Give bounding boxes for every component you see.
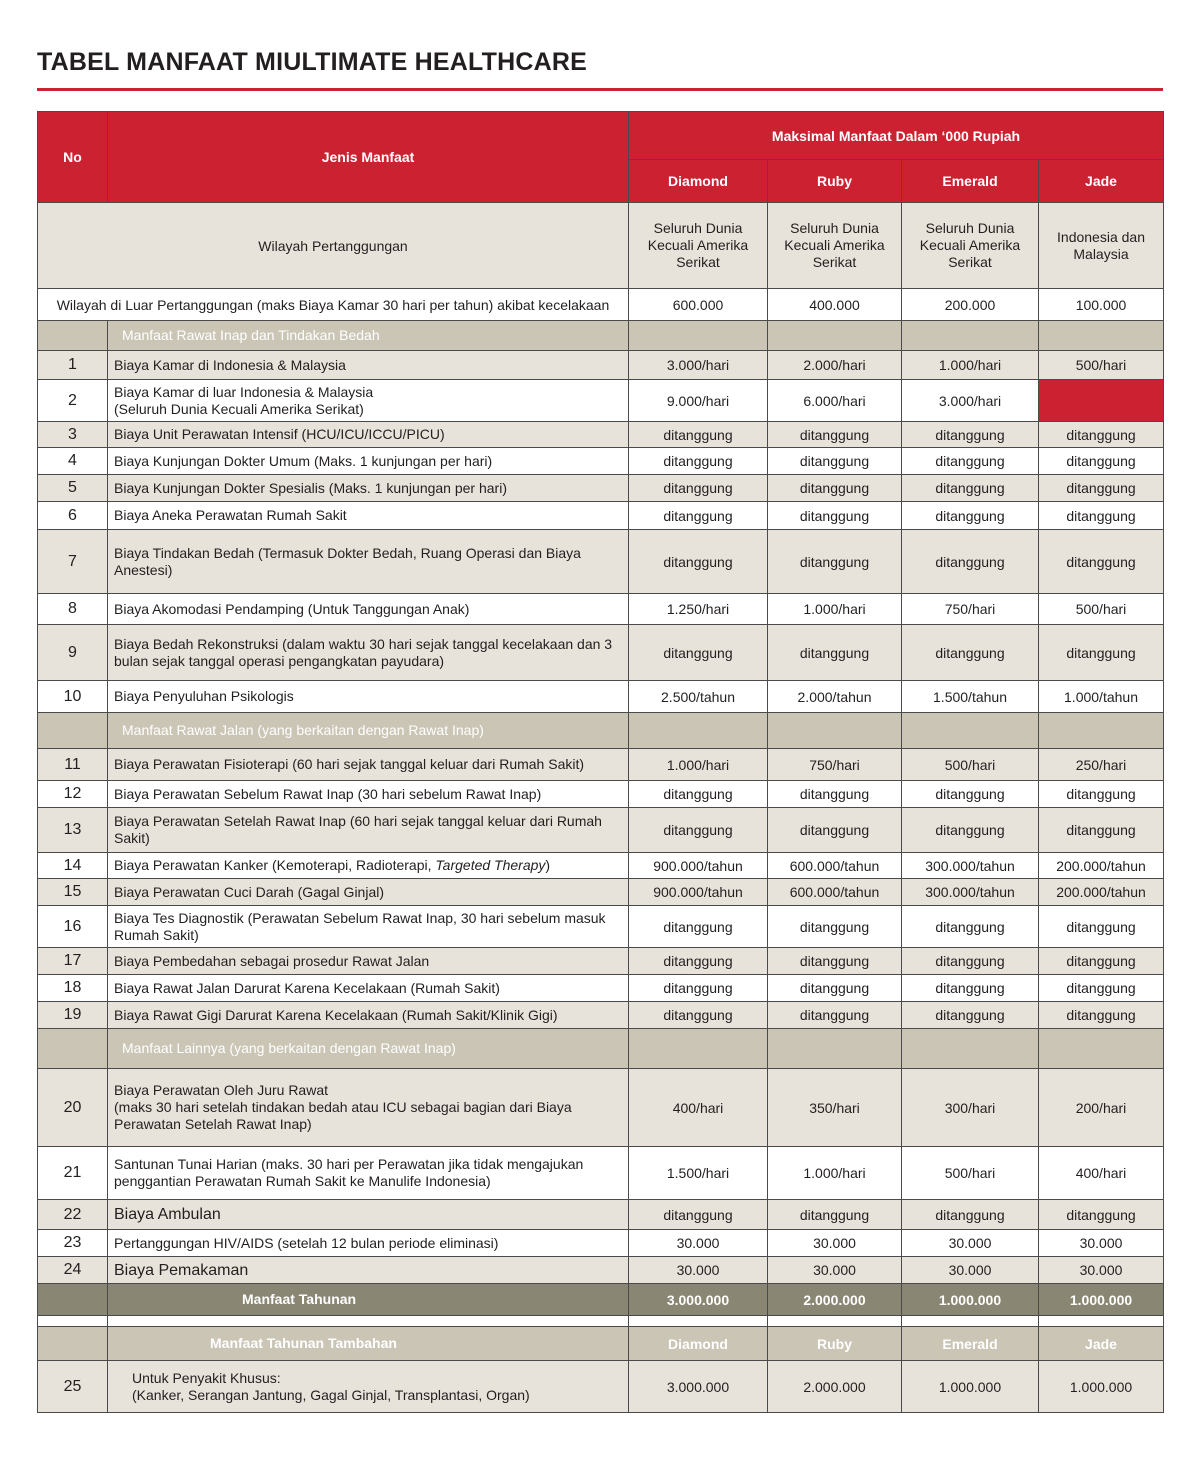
- row-number: 2: [38, 380, 108, 422]
- row-number: 8: [38, 594, 108, 625]
- section-empty-cell: [902, 1029, 1039, 1069]
- section-title: Manfaat Rawat Jalan (yang berkaitan dengan Rawat Inap): [108, 713, 629, 749]
- row-number: 4: [38, 448, 108, 475]
- row-number: 9: [38, 625, 108, 681]
- value-ruby: ditanggung: [768, 1200, 902, 1230]
- luar-ruby: 400.000: [768, 289, 902, 321]
- luar-label: Wilayah di Luar Pertanggungan (maks Biaya Kamar 30 hari per tahun) akibat kecelakaan: [38, 289, 629, 321]
- value-emerald: 300.000/tahun: [902, 879, 1039, 906]
- row-number: 13: [38, 808, 108, 853]
- value-jade: [1039, 380, 1164, 422]
- section-empty-cell: [768, 321, 902, 351]
- header-plan-diamond: Diamond: [629, 160, 768, 203]
- header-plan-jade: Jade: [1039, 160, 1164, 203]
- value-diamond: 900.000/tahun: [629, 879, 768, 906]
- section-empty-cell: [768, 1029, 902, 1069]
- row-description-text: Biaya Perawatan Kanker (Kemoterapi, Radioterapi,: [114, 857, 436, 873]
- spacer-cell: [1039, 1316, 1164, 1327]
- table-row: [38, 975, 1164, 1002]
- value-jade: ditanggung: [1039, 422, 1164, 448]
- benefit-table: [37, 111, 1164, 1413]
- value-emerald: ditanggung: [902, 808, 1039, 853]
- value-ruby: ditanggung: [768, 625, 902, 681]
- header-plan-emerald: Emerald: [902, 160, 1039, 203]
- wilayah-label: Wilayah Pertanggungan: [38, 203, 629, 289]
- value-ruby: ditanggung: [768, 948, 902, 975]
- value-jade: 500/hari: [1039, 351, 1164, 380]
- row-number: 3: [38, 422, 108, 448]
- section-empty-cell: [629, 1029, 768, 1069]
- section-no-cell: [38, 713, 108, 749]
- row-number: 22: [38, 1200, 108, 1230]
- header-plan-ruby: Ruby: [768, 160, 902, 203]
- value-emerald: ditanggung: [902, 625, 1039, 681]
- value-ruby: 2.000/tahun: [768, 681, 902, 713]
- row-number: 19: [38, 1002, 108, 1029]
- luar-emerald: 200.000: [902, 289, 1039, 321]
- section-row: [38, 1029, 1164, 1069]
- value-jade: ditanggung: [1039, 530, 1164, 594]
- row-description: Untuk Penyakit Khusus: (Kanker, Serangan Jantung, Gagal Ginjal, Transplantasi, Organ): [108, 1361, 629, 1413]
- page-title: TABEL MANFAAT MIULTIMATE HEALTHCARE: [37, 48, 587, 76]
- annual-no-cell: [38, 1284, 108, 1316]
- row-description-italic: Targeted Therapy: [435, 857, 546, 873]
- section-empty-cell: [1039, 1029, 1164, 1069]
- value-diamond: 1.000/hari: [629, 749, 768, 781]
- value-ruby: 1.000/hari: [768, 594, 902, 625]
- value-diamond: ditanggung: [629, 948, 768, 975]
- value-ruby: ditanggung: [768, 475, 902, 502]
- table-row: [38, 749, 1164, 781]
- additional-annual-label: Manfaat Tahunan Tambahan: [108, 1327, 629, 1361]
- value-ruby: 1.000/hari: [768, 1147, 902, 1200]
- row-number: 5: [38, 475, 108, 502]
- value-ruby: ditanggung: [768, 808, 902, 853]
- value-ruby: 600.000/tahun: [768, 879, 902, 906]
- value-emerald: 30.000: [902, 1230, 1039, 1257]
- spacer-cell: [768, 1316, 902, 1327]
- table-row: [38, 1361, 1164, 1413]
- value-jade: 200/hari: [1039, 1069, 1164, 1147]
- row-number: 10: [38, 681, 108, 713]
- annual-benefit-row: [38, 1284, 1164, 1316]
- value-jade: 200.000/tahun: [1039, 853, 1164, 879]
- table-row: [38, 948, 1164, 975]
- section-empty-cell: [768, 713, 902, 749]
- table-row: [38, 380, 1164, 422]
- table-row: [38, 1200, 1164, 1230]
- value-emerald: ditanggung: [902, 502, 1039, 530]
- annual-ruby: 2.000.000: [768, 1284, 902, 1316]
- row-description: Biaya Rawat Jalan Darurat Karena Kecelakaan (Rumah Sakit): [108, 975, 629, 1002]
- spacer-cell: [108, 1316, 629, 1327]
- annual-benefit-label: Manfaat Tahunan: [108, 1284, 629, 1316]
- row-description: Biaya Pemakaman: [108, 1257, 629, 1284]
- value-ruby: 2.000/hari: [768, 351, 902, 380]
- value-jade: 30.000: [1039, 1257, 1164, 1284]
- value-diamond: 1.500/hari: [629, 1147, 768, 1200]
- row-description: Biaya Kamar di Indonesia & Malaysia: [108, 351, 629, 380]
- row-description: Santunan Tunai Harian (maks. 30 hari per Perawatan jika tidak mengajukan penggantian Perawatan Rumah Sakit ke Manulife Indonesia): [108, 1147, 629, 1200]
- additional-plan-emerald: Emerald: [902, 1327, 1039, 1361]
- row-description: Biaya Penyuluhan Psikologis: [108, 681, 629, 713]
- row-number: 12: [38, 781, 108, 808]
- header-no: No: [38, 112, 108, 203]
- value-diamond: ditanggung: [629, 502, 768, 530]
- spacer-row: [38, 1316, 1164, 1327]
- value-diamond: ditanggung: [629, 975, 768, 1002]
- value-diamond: 900.000/tahun: [629, 853, 768, 879]
- row-description: Biaya Perawatan Setelah Rawat Inap (60 hari sejak tanggal keluar dari Rumah Sakit): [108, 808, 629, 853]
- section-row: [38, 713, 1164, 749]
- value-emerald: 750/hari: [902, 594, 1039, 625]
- value-ruby: 350/hari: [768, 1069, 902, 1147]
- row-number: 15: [38, 879, 108, 906]
- section-empty-cell: [1039, 321, 1164, 351]
- value-ruby: ditanggung: [768, 502, 902, 530]
- annual-jade: 1.000.000: [1039, 1284, 1164, 1316]
- wilayah-diamond: Seluruh Dunia Kecuali Amerika Serikat: [629, 203, 768, 289]
- row-description: Biaya Perawatan Sebelum Rawat Inap (30 hari sebelum Rawat Inap): [108, 781, 629, 808]
- wilayah-ruby: Seluruh Dunia Kecuali Amerika Serikat: [768, 203, 902, 289]
- value-emerald: 500/hari: [902, 1147, 1039, 1200]
- value-diamond: 30.000: [629, 1257, 768, 1284]
- spacer-cell: [902, 1316, 1039, 1327]
- value-ruby: ditanggung: [768, 422, 902, 448]
- value-diamond: 3.000/hari: [629, 351, 768, 380]
- row-description: Biaya Rawat Gigi Darurat Karena Kecelakaan (Rumah Sakit/Klinik Gigi): [108, 1002, 629, 1029]
- row-number: 23: [38, 1230, 108, 1257]
- value-jade: ditanggung: [1039, 948, 1164, 975]
- table-row: [38, 530, 1164, 594]
- value-ruby: ditanggung: [768, 975, 902, 1002]
- value-emerald: ditanggung: [902, 1002, 1039, 1029]
- value-jade: 30.000: [1039, 1230, 1164, 1257]
- value-diamond: 1.250/hari: [629, 594, 768, 625]
- section-no-cell: [38, 1029, 108, 1069]
- row-description: Biaya Kamar di luar Indonesia & Malaysia (Seluruh Dunia Kecuali Amerika Serikat): [108, 380, 629, 422]
- value-diamond: ditanggung: [629, 625, 768, 681]
- value-emerald: 30.000: [902, 1257, 1039, 1284]
- spacer-cell: [38, 1316, 108, 1327]
- table-row: [38, 879, 1164, 906]
- value-emerald: 1.000.000: [902, 1361, 1039, 1413]
- row-number: 25: [38, 1361, 108, 1413]
- row-description: Biaya Akomodasi Pendamping (Untuk Tanggungan Anak): [108, 594, 629, 625]
- value-ruby: 750/hari: [768, 749, 902, 781]
- value-jade: 400/hari: [1039, 1147, 1164, 1200]
- table-row: [38, 422, 1164, 448]
- row-description: Biaya Pembedahan sebagai prosedur Rawat Jalan: [108, 948, 629, 975]
- table-row: [38, 502, 1164, 530]
- value-jade: 200.000/tahun: [1039, 879, 1164, 906]
- row-description: Biaya Tindakan Bedah (Termasuk Dokter Bedah, Ruang Operasi dan Biaya Anestesi): [108, 530, 629, 594]
- row-description: Biaya Unit Perawatan Intensif (HCU/ICU/ICCU/PICU): [108, 422, 629, 448]
- section-empty-cell: [902, 321, 1039, 351]
- row-number: 1: [38, 351, 108, 380]
- row-description: Biaya Kunjungan Dokter Spesialis (Maks. 1 kunjungan per hari): [108, 475, 629, 502]
- row-description: Biaya Perawatan Fisioterapi (60 hari sejak tanggal keluar dari Rumah Sakit): [108, 749, 629, 781]
- value-diamond: 9.000/hari: [629, 380, 768, 422]
- table-row: [38, 594, 1164, 625]
- spacer-cell: [629, 1316, 768, 1327]
- value-emerald: 300/hari: [902, 1069, 1039, 1147]
- value-ruby: 30.000: [768, 1257, 902, 1284]
- value-jade: 250/hari: [1039, 749, 1164, 781]
- value-emerald: ditanggung: [902, 975, 1039, 1002]
- value-ruby: ditanggung: [768, 1002, 902, 1029]
- luar-jade: 100.000: [1039, 289, 1164, 321]
- value-ruby: 600.000/tahun: [768, 853, 902, 879]
- value-emerald: ditanggung: [902, 448, 1039, 475]
- table-row: [38, 681, 1164, 713]
- value-emerald: 1.000/hari: [902, 351, 1039, 380]
- value-jade: 500/hari: [1039, 594, 1164, 625]
- value-emerald: 500/hari: [902, 749, 1039, 781]
- value-diamond: ditanggung: [629, 1002, 768, 1029]
- additional-no-cell: [38, 1327, 108, 1361]
- title-underline: [37, 88, 1163, 91]
- table-row: [38, 1002, 1164, 1029]
- value-emerald: ditanggung: [902, 475, 1039, 502]
- value-ruby: ditanggung: [768, 906, 902, 948]
- value-ruby: ditanggung: [768, 448, 902, 475]
- value-ruby: ditanggung: [768, 530, 902, 594]
- section-title: Manfaat Rawat Inap dan Tindakan Bedah: [108, 321, 629, 351]
- value-jade: ditanggung: [1039, 906, 1164, 948]
- table-row: [38, 906, 1164, 948]
- value-jade: ditanggung: [1039, 502, 1164, 530]
- value-diamond: ditanggung: [629, 808, 768, 853]
- row-description: Biaya Ambulan: [108, 1200, 629, 1230]
- value-diamond: 2.500/tahun: [629, 681, 768, 713]
- value-jade: 1.000/tahun: [1039, 681, 1164, 713]
- value-diamond: 3.000.000: [629, 1361, 768, 1413]
- section-row: [38, 321, 1164, 351]
- additional-annual-header: [38, 1327, 1164, 1361]
- additional-plan-ruby: Ruby: [768, 1327, 902, 1361]
- value-diamond: ditanggung: [629, 906, 768, 948]
- value-ruby: 2.000.000: [768, 1361, 902, 1413]
- row-number: 11: [38, 749, 108, 781]
- row-number: 17: [38, 948, 108, 975]
- value-jade: 1.000.000: [1039, 1361, 1164, 1413]
- value-jade: ditanggung: [1039, 1002, 1164, 1029]
- value-jade: ditanggung: [1039, 1200, 1164, 1230]
- value-emerald: ditanggung: [902, 1200, 1039, 1230]
- section-no-cell: [38, 321, 108, 351]
- value-emerald: ditanggung: [902, 422, 1039, 448]
- table-row: [38, 1257, 1164, 1284]
- value-emerald: ditanggung: [902, 948, 1039, 975]
- value-emerald: 1.500/tahun: [902, 681, 1039, 713]
- value-diamond: 400/hari: [629, 1069, 768, 1147]
- value-jade: ditanggung: [1039, 475, 1164, 502]
- row-number: 24: [38, 1257, 108, 1284]
- wilayah-jade: Indonesia dan Malaysia: [1039, 203, 1164, 289]
- row-number: 16: [38, 906, 108, 948]
- section-empty-cell: [902, 713, 1039, 749]
- table-row: [38, 1069, 1164, 1147]
- value-diamond: ditanggung: [629, 1200, 768, 1230]
- row-number: 14: [38, 853, 108, 879]
- row-description: Biaya Perawatan Oleh Juru Rawat (maks 30 hari setelah tindakan bedah atau ICU sebagai bagian dari Biaya Perawatan Setelah Rawat Inap): [108, 1069, 629, 1147]
- row-description: Biaya Tes Diagnostik (Perawatan Sebelum Rawat Inap, 30 hari sebelum masuk Rumah Sakit): [108, 906, 629, 948]
- value-emerald: ditanggung: [902, 781, 1039, 808]
- section-empty-cell: [1039, 713, 1164, 749]
- value-jade: ditanggung: [1039, 975, 1164, 1002]
- additional-plan-diamond: Diamond: [629, 1327, 768, 1361]
- table-row: [38, 1230, 1164, 1257]
- value-emerald: ditanggung: [902, 906, 1039, 948]
- value-emerald: 300.000/tahun: [902, 853, 1039, 879]
- row-description: Pertanggungan HIV/AIDS (setelah 12 bulan periode eliminasi): [108, 1230, 629, 1257]
- row-number: 6: [38, 502, 108, 530]
- row-description-tail: ): [545, 857, 551, 873]
- row-description: Biaya Kunjungan Dokter Umum (Maks. 1 kunjungan per hari): [108, 448, 629, 475]
- annual-diamond: 3.000.000: [629, 1284, 768, 1316]
- section-empty-cell: [629, 321, 768, 351]
- row-description: Biaya Perawatan Cuci Darah (Gagal Ginjal): [108, 879, 629, 906]
- table-row: [38, 781, 1164, 808]
- table-row: [38, 1147, 1164, 1200]
- row-number: 21: [38, 1147, 108, 1200]
- wilayah-emerald: Seluruh Dunia Kecuali Amerika Serikat: [902, 203, 1039, 289]
- value-diamond: ditanggung: [629, 530, 768, 594]
- section-title: Manfaat Lainnya (yang berkaitan dengan Rawat Inap): [108, 1029, 629, 1069]
- table-row: [38, 351, 1164, 380]
- row-number: 20: [38, 1069, 108, 1147]
- row-number: 18: [38, 975, 108, 1002]
- row-description: [108, 853, 629, 879]
- header-jenis-manfaat: Jenis Manfaat: [108, 112, 629, 203]
- table-row: [38, 475, 1164, 502]
- value-diamond: ditanggung: [629, 448, 768, 475]
- value-emerald: 3.000/hari: [902, 380, 1039, 422]
- value-jade: ditanggung: [1039, 808, 1164, 853]
- annual-emerald: 1.000.000: [902, 1284, 1039, 1316]
- value-diamond: 30.000: [629, 1230, 768, 1257]
- header-maksimal-manfaat: Maksimal Manfaat Dalam ‘000 Rupiah: [629, 112, 1164, 160]
- value-emerald: ditanggung: [902, 530, 1039, 594]
- luar-diamond: 600.000: [629, 289, 768, 321]
- row-number: 7: [38, 530, 108, 594]
- value-ruby: 6.000/hari: [768, 380, 902, 422]
- value-diamond: ditanggung: [629, 475, 768, 502]
- value-diamond: ditanggung: [629, 422, 768, 448]
- additional-plan-jade: Jade: [1039, 1327, 1164, 1361]
- table-row: [38, 448, 1164, 475]
- table-row: [38, 625, 1164, 681]
- value-ruby: ditanggung: [768, 781, 902, 808]
- value-ruby: 30.000: [768, 1230, 902, 1257]
- value-jade: ditanggung: [1039, 625, 1164, 681]
- table-row: [38, 853, 1164, 879]
- row-description: Biaya Aneka Perawatan Rumah Sakit: [108, 502, 629, 530]
- value-jade: ditanggung: [1039, 448, 1164, 475]
- value-jade: ditanggung: [1039, 781, 1164, 808]
- table-row: [38, 808, 1164, 853]
- row-description: Biaya Bedah Rekonstruksi (dalam waktu 30 hari sejak tanggal kecelakaan dan 3 bulan sejak tanggal operasi pengangkatan payudara): [108, 625, 629, 681]
- value-diamond: ditanggung: [629, 781, 768, 808]
- section-empty-cell: [629, 713, 768, 749]
